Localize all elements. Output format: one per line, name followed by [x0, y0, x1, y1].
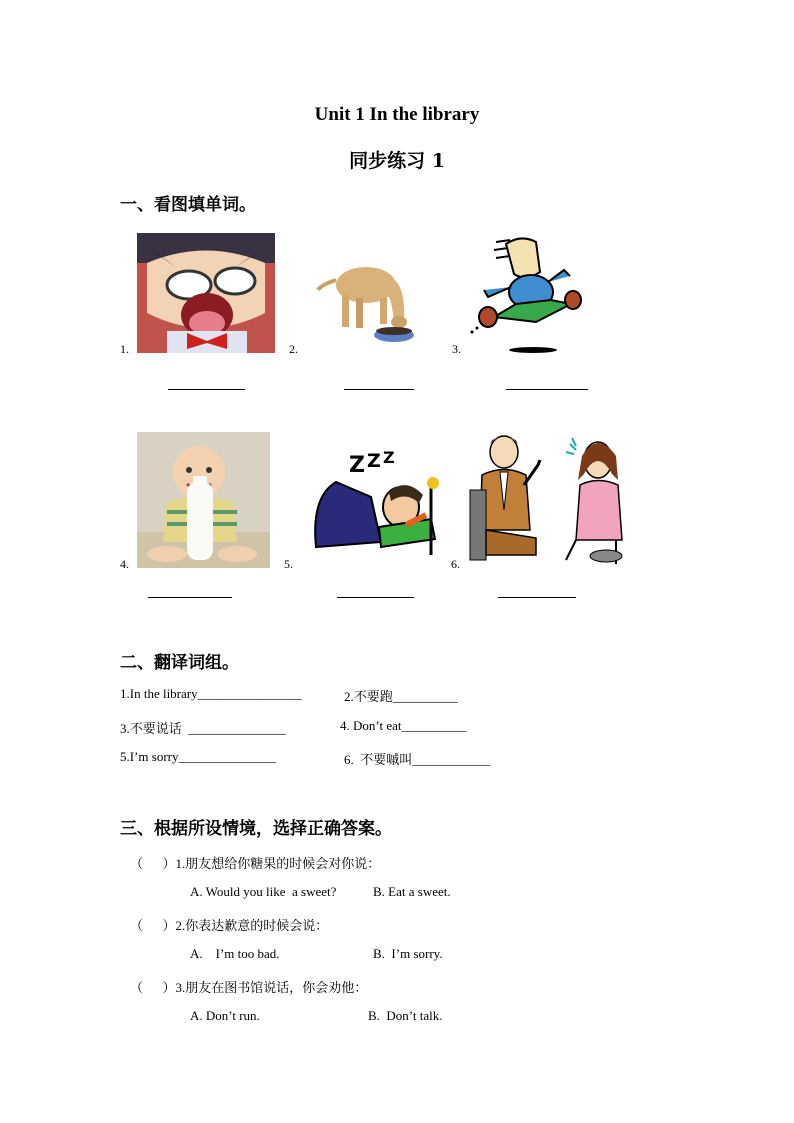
translation-item-4: 4. Don’t eat__________ — [340, 718, 467, 733]
boy-sleeping-image — [311, 447, 441, 559]
translation-item-2: 2.不要跑__________ — [344, 689, 458, 704]
answer-blank-4[interactable] — [148, 597, 232, 598]
baby-milk-image — [137, 432, 270, 568]
question-3: （ ）3.朋友在图书馆说话，你会劝他： — [130, 980, 368, 995]
question-2-option-b[interactable]: B. I’m sorry. — [373, 946, 443, 961]
item-number-5: 5. — [284, 557, 293, 571]
item-number-1: 1. — [120, 342, 129, 356]
item-number-6: 6. — [451, 557, 460, 571]
page-title: Unit 1 In the library — [314, 104, 480, 125]
question-3-option-a[interactable]: A. Don’t run. — [190, 1008, 260, 1023]
question-1-option-b[interactable]: B. Eat a sweet. — [373, 884, 451, 899]
question-1: （ ）1.朋友想给你糖果的时候会对你说： — [130, 856, 381, 871]
translation-item-3: 3.不要说话 _______________ — [120, 721, 286, 736]
svg-text:Z: Z — [349, 453, 365, 478]
page-subtitle: 同步练习 1 — [349, 150, 445, 172]
translation-item-5: 5.I’m sorry_______________ — [120, 749, 276, 764]
answer-blank-3[interactable] — [506, 389, 588, 390]
answer-blank-1[interactable] — [168, 389, 245, 390]
translation-item-6: 6. 不要嘁叫____________ — [344, 752, 491, 767]
svg-text:Z: Z — [383, 448, 395, 467]
section1-heading: 一、看图填单词。 — [120, 195, 256, 215]
question-2: （ ）2.你表达歉意的时候会说： — [130, 918, 329, 933]
question-1-option-a[interactable]: A. Would you like a sweet? — [190, 884, 337, 899]
answer-blank-5[interactable] — [337, 597, 414, 598]
dog-eating-image — [316, 240, 416, 350]
question-2-option-a[interactable]: A. I’m too bad. — [190, 946, 280, 961]
item-number-4: 4. — [120, 557, 129, 571]
section3-heading: 三、根据所设情境，选择正确答案。 — [120, 819, 392, 839]
question-3-option-b[interactable]: B. Don’t talk. — [368, 1008, 443, 1023]
answer-blank-2[interactable] — [344, 389, 414, 390]
boy-shouting-image — [137, 233, 275, 353]
translation-item-1: 1.In the library________________ — [120, 686, 302, 701]
item-number-3: 3. — [452, 342, 461, 356]
answer-blank-6[interactable] — [498, 597, 576, 598]
item-number-2: 2. — [289, 342, 298, 356]
section2-heading: 二、翻译词组。 — [120, 653, 239, 673]
man-running-image — [466, 232, 586, 357]
svg-text:Z: Z — [367, 450, 381, 472]
people-talking-image — [466, 430, 626, 570]
